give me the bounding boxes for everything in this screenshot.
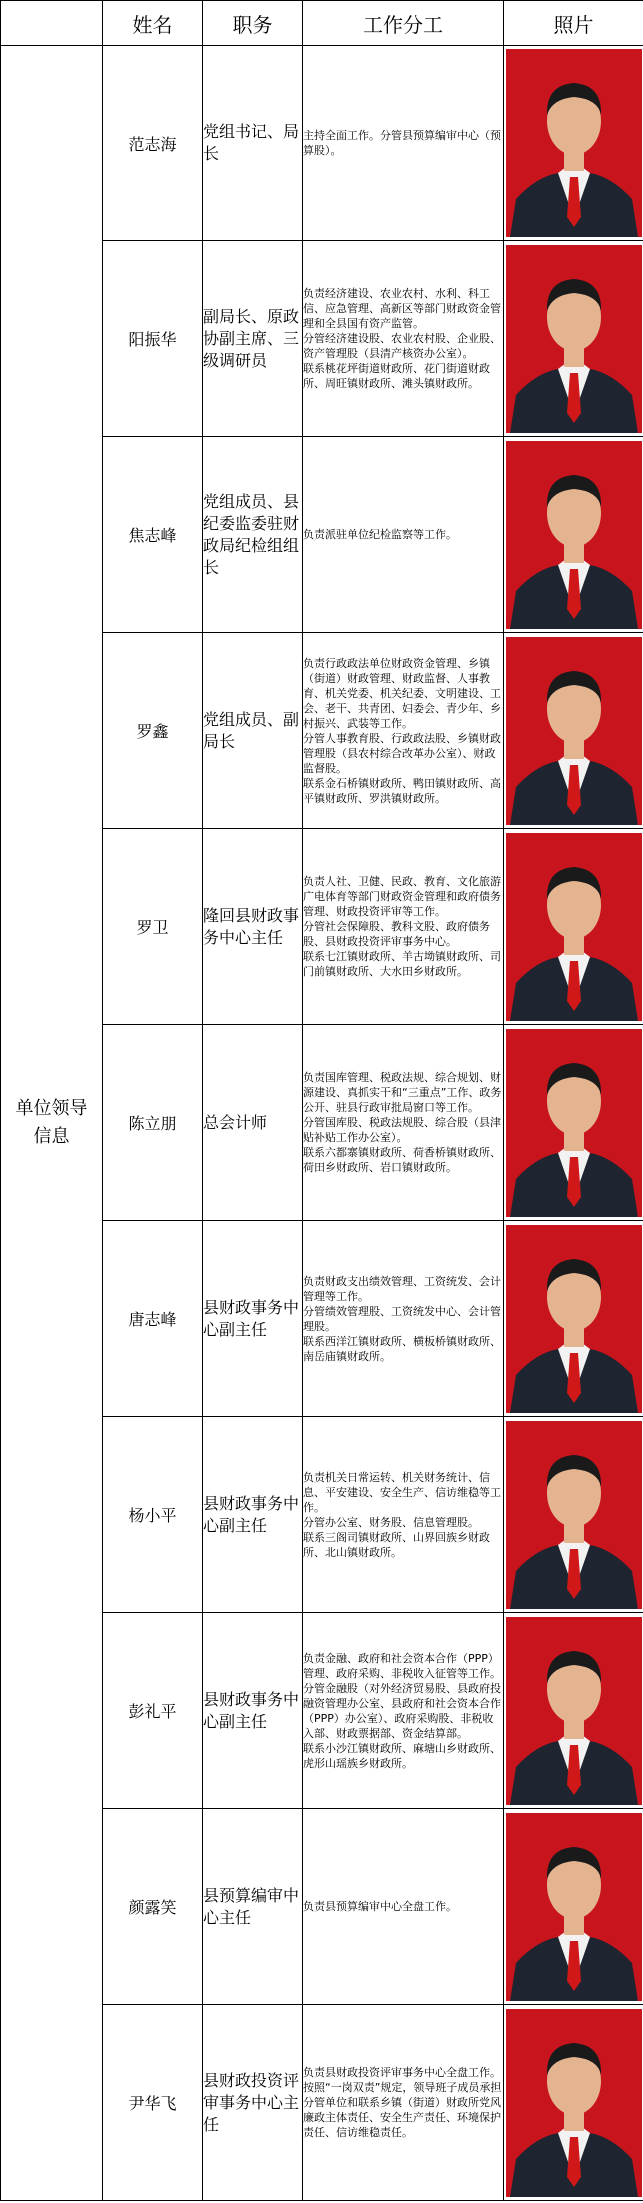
portrait-photo — [506, 245, 642, 433]
portrait-photo — [506, 1617, 642, 1805]
leader-position: 党组书记、局长 — [203, 46, 303, 241]
leader-duties: 负责县预算编审中心全盘工作。 — [303, 1809, 504, 2005]
leader-position: 县财政投资评审事务中心主任 — [203, 2005, 303, 2201]
header-position: 职务 — [203, 1, 303, 46]
leader-position: 总会计师 — [203, 1025, 303, 1221]
leader-photo-cell — [504, 633, 643, 829]
leader-name: 罗卫 — [103, 829, 203, 1025]
leader-position: 县财政事务中心副主任 — [203, 1417, 303, 1613]
leader-position: 党组成员、副局长 — [203, 633, 303, 829]
portrait-photo — [506, 1225, 642, 1413]
leader-duties: 负责金融、政府和社会资本合作（PPP）管理、政府采购、非税收入征管等工作。 分管金融股（对外经济贸易股、县政府投融资管理办公室、县政府和社会资本合作（PPP）办公室）、政府采购股、非税收入部、财政票据部、资金结算部。 联系小沙江镇财政所、麻塘山乡财政所、虎形山瑶族乡财政所。 — [303, 1613, 504, 1809]
leader-name: 彭礼平 — [103, 1613, 203, 1809]
header-unit-blank — [1, 1, 103, 46]
leader-duties: 负责机关日常运转、机关财务统计、信息、平安建设、安全生产、信访维稳等工作。 分管办公室、财务股、信息管理股。 联系三阁司镇财政所、山界回族乡财政所、北山镇财政所。 — [303, 1417, 504, 1613]
portrait-photo — [506, 637, 642, 825]
header-row — [1, 1, 643, 46]
header-name: 姓名 — [103, 1, 203, 46]
leader-photo-cell — [504, 46, 643, 241]
leader-name: 唐志峰 — [103, 1221, 203, 1417]
portrait-photo — [506, 441, 642, 629]
leader-position: 副局长、原政协副主席、三级调研员 — [203, 241, 303, 437]
portrait-photo — [506, 1813, 642, 2001]
leader-photo-cell — [504, 2005, 643, 2201]
leader-duties: 主持全面工作。分管县预算编审中心（预算股）。 — [303, 46, 504, 241]
leader-duties: 负责财政支出绩效管理、工资统发、会计管理等工作。 分管绩效管理股、工资统发中心、会计管理股。 联系西洋江镇财政所、横板桥镇财政所、南岳庙镇财政所。 — [303, 1221, 504, 1417]
leader-photo-cell — [504, 241, 643, 437]
leader-position: 县财政事务中心副主任 — [203, 1221, 303, 1417]
portrait-photo — [506, 833, 642, 1021]
leader-duties: 负责派驻单位纪检监察等工作。 — [303, 437, 504, 633]
leader-duties: 负责人社、卫健、民政、教育、文化旅游广电体育等部门财政资金管理和政府债务管理、财政投资评审等工作。 分管社会保障股、教科文股、政府债务股、县财政投资评审事务中心。 联系七江镇财政所、羊古坳镇财政所、司门前镇财政所、大水田乡财政所。 — [303, 829, 504, 1025]
portrait-photo — [506, 1421, 642, 1609]
leader-position: 县预算编审中心主任 — [203, 1809, 303, 2005]
leader-photo-cell — [504, 1809, 643, 2005]
leader-name: 陈立朋 — [103, 1025, 203, 1221]
leader-position: 党组成员、县纪委监委驻财政局纪检组组长 — [203, 437, 303, 633]
leader-position: 县财政事务中心副主任 — [203, 1613, 303, 1809]
leader-position: 隆回县财政事务中心主任 — [203, 829, 303, 1025]
leader-photo-cell — [504, 1417, 643, 1613]
leader-photo-cell — [504, 1025, 643, 1221]
leader-name: 尹华飞 — [103, 2005, 203, 2201]
leader-name: 杨小平 — [103, 1417, 203, 1613]
leader-name: 阳振华 — [103, 241, 203, 437]
leader-photo-cell — [504, 1613, 643, 1809]
leader-name: 颜露笑 — [103, 1809, 203, 2005]
leader-name: 罗鑫 — [103, 633, 203, 829]
leader-duties: 负责经济建设、农业农村、水利、科工信、应急管理、高新区等部门财政资金管理和全县国有资产监管。 分管经济建设股、农业农村股、企业股、资产管理股（县清产核资办公室）。 联系桃花坪街道财政所、花门街道财政所、周旺镇财政所、滩头镇财政所。 — [303, 241, 504, 437]
leader-photo-cell — [504, 829, 643, 1025]
header-photo: 照片 — [504, 1, 643, 46]
unit-label-text: 单位领导 信息 — [15, 1098, 88, 1147]
leader-name: 焦志峰 — [103, 437, 203, 633]
leader-photo-cell — [504, 1221, 643, 1417]
portrait-photo — [506, 1029, 642, 1217]
leader-duties: 负责国库管理、税政法规、综合规划、财源建设、真抓实干和“三重点”工作、政务公开、驻县行政审批局窗口等工作。 分管国库股、税政法规股、综合股（县津贴补贴工作办公室）。 联系六都寨镇财政所、荷香桥镇财政所、荷田乡财政所、岩口镇财政所。 — [303, 1025, 504, 1221]
leader-duties: 负责县财政投资评审事务中心全盘工作。 按照“一岗双责”规定，领导班子成员承担分管单位和联系乡镇（街道）财政所党风廉政主体责任、安全生产责任、环境保护责任、信访维稳责任。 — [303, 2005, 504, 2201]
unit-label — [1, 46, 103, 2201]
header-duties: 工作分工 — [303, 1, 504, 46]
portrait-photo — [506, 2009, 642, 2197]
leader-name: 范志海 — [103, 46, 203, 241]
portrait-photo — [506, 49, 642, 237]
leader-duties: 负责行政政法单位财政资金管理、乡镇（街道）财政管理、财政监督、人事教育、机关党委、机关纪委、文明建设、工会、老干、共青团、妇委会、青少年、乡村振兴、武装等工作。 分管人事教育股、行政政法股、乡镇财政管理股（县农村综合改革办公室）、财政监督股。 联系金石桥镇财政所、鸭田镇财政所、高平镇财政所、罗洪镇财政所。 — [303, 633, 504, 829]
leader-row — [1, 46, 643, 241]
leader-photo-cell — [504, 437, 643, 633]
